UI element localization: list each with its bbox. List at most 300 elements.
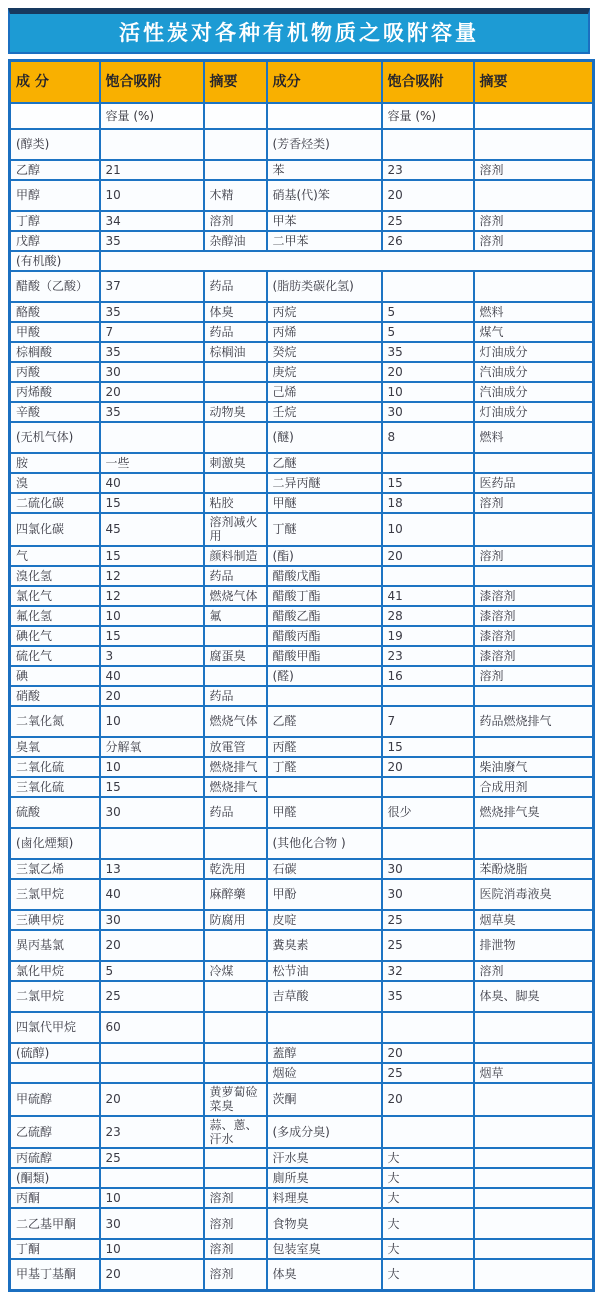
cell: 20 [100, 382, 204, 402]
cell: 10 [382, 382, 474, 402]
cell [10, 1063, 100, 1083]
cell: 丙醛 [267, 737, 382, 757]
cell: (多成分臭) [267, 1116, 382, 1149]
cell [382, 453, 474, 473]
cell: 硝酸 [10, 686, 100, 706]
cell: 丙烯酸 [10, 382, 100, 402]
cell [474, 1188, 594, 1208]
cell: 皮啶 [267, 910, 382, 930]
cell: 13 [100, 859, 204, 879]
cell: 30 [100, 910, 204, 930]
table-row [10, 606, 594, 626]
cell [474, 828, 594, 859]
subheader-cell [474, 103, 594, 129]
cell: 分解氧 [100, 737, 204, 757]
header-capacity-left: 饱合吸附 [100, 61, 204, 104]
cell: 30 [100, 362, 204, 382]
table-row [10, 1208, 594, 1239]
table-row [10, 1168, 594, 1188]
cell: 溴化氢 [10, 566, 100, 586]
cell: 甲醛 [267, 797, 382, 828]
cell: 10 [100, 706, 204, 737]
cell: 溶剂 [474, 961, 594, 981]
cell: (其他化合物 ) [267, 828, 382, 859]
cell [204, 129, 267, 160]
cell [474, 1116, 594, 1149]
cell: 四氯代甲烷 [10, 1012, 100, 1043]
table-row [10, 473, 594, 493]
cell: 醋酸甲酯 [267, 646, 382, 666]
cell: 二甲苯 [267, 231, 382, 251]
cell [204, 1148, 267, 1168]
cell [100, 129, 204, 160]
cell: (醛) [267, 666, 382, 686]
cell [267, 1012, 382, 1043]
cell: 茨酮 [267, 1083, 382, 1116]
table-row [10, 626, 594, 646]
cell: 醋酸乙酯 [267, 606, 382, 626]
cell: 氟化氢 [10, 606, 100, 626]
cell: 二氧化硫 [10, 757, 100, 777]
cell: 丙烷 [267, 302, 382, 322]
table-row [10, 231, 594, 251]
cell: 溶剂 [474, 160, 594, 180]
cell: 溶剂 [474, 666, 594, 686]
table-row [10, 1043, 594, 1063]
table-row [10, 757, 594, 777]
cell: 灯油成分 [474, 342, 594, 362]
cell: 甲醚 [267, 493, 382, 513]
table-row [10, 1148, 594, 1168]
cell: 汗水臭 [267, 1148, 382, 1168]
cell [382, 777, 474, 797]
cell: 苯酚烧脂 [474, 859, 594, 879]
cell [474, 1168, 594, 1188]
table-row [10, 879, 594, 910]
cell: 異丙基氯 [10, 930, 100, 961]
header-row [10, 61, 594, 104]
table-row [10, 797, 594, 828]
cell: 壬烷 [267, 402, 382, 422]
cell [204, 362, 267, 382]
cell: 丙硫醇 [10, 1148, 100, 1168]
cell: 32 [382, 961, 474, 981]
cell: 35 [100, 402, 204, 422]
cell: 二乙基甲酮 [10, 1208, 100, 1239]
cell: 燃烧气体 [204, 706, 267, 737]
cell: 硫化气 [10, 646, 100, 666]
cell: 甲苯 [267, 211, 382, 231]
table-row [10, 160, 594, 180]
cell [474, 737, 594, 757]
table-row [10, 129, 594, 160]
table-row [10, 513, 594, 546]
cell: 10 [100, 1188, 204, 1208]
cell: 溶剂 [474, 546, 594, 566]
cell: 大 [382, 1239, 474, 1259]
cell: 三氯甲烷 [10, 879, 100, 910]
cell: 燃料 [474, 422, 594, 453]
cell [382, 566, 474, 586]
cell: 20 [382, 546, 474, 566]
cell: 丁醇 [10, 211, 100, 231]
cell: 15 [100, 626, 204, 646]
cell: 二氧化氮 [10, 706, 100, 737]
header-component-left: 成 分 [10, 61, 100, 104]
table-row [10, 402, 594, 422]
cell: 醋酸戊酯 [267, 566, 382, 586]
subheader-capacity-unit-left: 容量 (%) [100, 103, 204, 129]
cell: 35 [100, 342, 204, 362]
cell: 酪酸 [10, 302, 100, 322]
cell: 18 [382, 493, 474, 513]
cell [474, 686, 594, 706]
cell: 汽油成分 [474, 362, 594, 382]
cell: (酮類) [10, 1168, 100, 1188]
cell: 25 [382, 211, 474, 231]
cell [382, 1012, 474, 1043]
cell: 20 [100, 686, 204, 706]
cell: 漆溶剂 [474, 586, 594, 606]
cell: (酯) [267, 546, 382, 566]
cell: 食物臭 [267, 1208, 382, 1239]
cell: 丙酸 [10, 362, 100, 382]
cell: 氯化甲烷 [10, 961, 100, 981]
cell: 廁所臭 [267, 1168, 382, 1188]
cell: 丙烯 [267, 322, 382, 342]
cell: 一些 [100, 453, 204, 473]
table-row [10, 1012, 594, 1043]
cell [204, 828, 267, 859]
cell [474, 1259, 594, 1290]
table-row [10, 342, 594, 362]
cell: 棕榈酸 [10, 342, 100, 362]
cell: 大 [382, 1208, 474, 1239]
cell [382, 686, 474, 706]
cell: 甲硫醇 [10, 1083, 100, 1116]
cell: 溶剂 [474, 231, 594, 251]
cell: 气 [10, 546, 100, 566]
cell: 胺 [10, 453, 100, 473]
cell: 乙硫醇 [10, 1116, 100, 1149]
cell: (无机气体) [10, 422, 100, 453]
cell: 排泄物 [474, 930, 594, 961]
table-row [10, 910, 594, 930]
table-row [10, 362, 594, 382]
cell: 烟草 [474, 1063, 594, 1083]
cell: 28 [382, 606, 474, 626]
cell: 25 [382, 1063, 474, 1083]
cell: 蓋醇 [267, 1043, 382, 1063]
cell: 烟硷 [267, 1063, 382, 1083]
cell [474, 453, 594, 473]
cell: 木精 [204, 180, 267, 211]
table-row [10, 493, 594, 513]
cell: 大 [382, 1168, 474, 1188]
table-row [10, 777, 594, 797]
subheader-cell [204, 103, 267, 129]
cell [474, 1043, 594, 1063]
cell: 松节油 [267, 961, 382, 981]
cell: 30 [382, 402, 474, 422]
cell: 二硫化碳 [10, 493, 100, 513]
cell: 医药品 [474, 473, 594, 493]
cell: 醋酸丁酯 [267, 586, 382, 606]
cell: 体臭 [204, 302, 267, 322]
table-row [10, 546, 594, 566]
cell [204, 473, 267, 493]
cell [100, 1063, 204, 1083]
cell: (硫醇) [10, 1043, 100, 1063]
cell: 15 [382, 737, 474, 757]
cell: 放電管 [204, 737, 267, 757]
cell: 甲酚 [267, 879, 382, 910]
cell: 糞臭素 [267, 930, 382, 961]
cell [382, 129, 474, 160]
table-row [10, 251, 594, 271]
adsorption-table [8, 59, 595, 1292]
cell: 25 [100, 1148, 204, 1168]
cell: 10 [100, 606, 204, 626]
cell: 45 [100, 513, 204, 546]
cell: 溶剂 [474, 211, 594, 231]
cell: 20 [382, 757, 474, 777]
cell [474, 271, 594, 302]
cell: 粘胶 [204, 493, 267, 513]
cell [267, 777, 382, 797]
cell: 大 [382, 1259, 474, 1290]
cell [204, 160, 267, 180]
cell [204, 666, 267, 686]
cell [474, 1239, 594, 1259]
cell [474, 180, 594, 211]
cell [204, 626, 267, 646]
cell: 药品 [204, 797, 267, 828]
subheader-row [10, 103, 594, 129]
cell: 溴 [10, 473, 100, 493]
cell: 10 [100, 180, 204, 211]
cell: 燃烧气体 [204, 586, 267, 606]
table-row [10, 1188, 594, 1208]
cell [382, 828, 474, 859]
cell: 黄萝蔔硷菜臭 [204, 1083, 267, 1116]
cell: 乾洗用 [204, 859, 267, 879]
cell: 25 [382, 930, 474, 961]
cell: 溶剂 [204, 1188, 267, 1208]
cell: 溶剂 [204, 211, 267, 231]
cell: 二异丙醚 [267, 473, 382, 493]
cell: 灯油成分 [474, 402, 594, 422]
cell: 20 [100, 1259, 204, 1290]
cell: 25 [100, 981, 204, 1012]
cell: (醚) [267, 422, 382, 453]
cell: 30 [382, 879, 474, 910]
cell: (有机酸) [10, 251, 100, 271]
cell: 漆溶剂 [474, 606, 594, 626]
cell: 20 [382, 180, 474, 211]
table-row [10, 686, 594, 706]
header-component-right: 成分 [267, 61, 382, 104]
cell: 40 [100, 879, 204, 910]
cell: 很少 [382, 797, 474, 828]
cell: 23 [382, 160, 474, 180]
cell [204, 382, 267, 402]
cell [204, 1063, 267, 1083]
cell: 腐蛋臭 [204, 646, 267, 666]
cell: 料理臭 [267, 1188, 382, 1208]
cell: 杂醇油 [204, 231, 267, 251]
cell: 丁酮 [10, 1239, 100, 1259]
cell: 大 [382, 1148, 474, 1168]
cell: 12 [100, 586, 204, 606]
cell: 癸烷 [267, 342, 382, 362]
subheader-cell [10, 103, 100, 129]
cell: 三碘甲烷 [10, 910, 100, 930]
cell: 5 [100, 961, 204, 981]
cell: 燃烧排气臭 [474, 797, 594, 828]
header-summary-right: 摘要 [474, 61, 594, 104]
cell: 60 [100, 1012, 204, 1043]
table-row [10, 322, 594, 342]
cell: 30 [382, 859, 474, 879]
table-row [10, 828, 594, 859]
cell: 醋酸（乙酸） [10, 271, 100, 302]
header-capacity-right: 饱合吸附 [382, 61, 474, 104]
cell: 柴油廢气 [474, 757, 594, 777]
cell: 醋酸丙酯 [267, 626, 382, 646]
cell: 10 [382, 513, 474, 546]
cell [204, 930, 267, 961]
cell: 溶剂 [204, 1239, 267, 1259]
cell: 15 [100, 546, 204, 566]
table-row [10, 1239, 594, 1259]
cell: (醇类) [10, 129, 100, 160]
table-row [10, 1083, 594, 1116]
cell: 26 [382, 231, 474, 251]
cell: 碘 [10, 666, 100, 686]
cell [267, 686, 382, 706]
cell: 20 [382, 1083, 474, 1116]
cell: 二氯甲烷 [10, 981, 100, 1012]
cell: 10 [100, 1239, 204, 1259]
cell: 16 [382, 666, 474, 686]
cell [474, 566, 594, 586]
cell: 药品 [204, 686, 267, 706]
table-row [10, 1063, 594, 1083]
cell: 体臭 [267, 1259, 382, 1290]
cell: 臭氧 [10, 737, 100, 757]
cell: 21 [100, 160, 204, 180]
cell [100, 1043, 204, 1063]
cell: 37 [100, 271, 204, 302]
cell: 35 [382, 981, 474, 1012]
cell: 25 [382, 910, 474, 930]
cell: 溶剂 [204, 1259, 267, 1290]
cell: 12 [100, 566, 204, 586]
subheader-capacity-unit-right: 容量 (%) [382, 103, 474, 129]
cell: 乙醛 [267, 706, 382, 737]
cell: 20 [100, 930, 204, 961]
table-body [10, 129, 594, 1290]
table-row [10, 586, 594, 606]
cell: (芳香烃类) [267, 129, 382, 160]
table-row [10, 961, 594, 981]
cell: 20 [382, 1043, 474, 1063]
cell: 烟草臭 [474, 910, 594, 930]
cell: 7 [382, 706, 474, 737]
cell: 碘化气 [10, 626, 100, 646]
cell: 冷煤 [204, 961, 267, 981]
subheader-cell [267, 103, 382, 129]
cell [204, 981, 267, 1012]
cell [474, 129, 594, 160]
cell: 溶剂 [474, 493, 594, 513]
cell: 漆溶剂 [474, 626, 594, 646]
table-row [10, 859, 594, 879]
cell: 燃烧排气 [204, 777, 267, 797]
table-row [10, 930, 594, 961]
cell: 动物臭 [204, 402, 267, 422]
cell [100, 828, 204, 859]
cell: 乙醇 [10, 160, 100, 180]
cell: 汽油成分 [474, 382, 594, 402]
cell: 煤气 [474, 322, 594, 342]
table-row [10, 1259, 594, 1290]
cell: 戊醇 [10, 231, 100, 251]
cell: 35 [100, 302, 204, 322]
cell: 41 [382, 586, 474, 606]
cell: 包装室臭 [267, 1239, 382, 1259]
table-row [10, 302, 594, 322]
cell: 3 [100, 646, 204, 666]
cell: 23 [100, 1116, 204, 1149]
page-title: 活性炭对各种有机物质之吸附容量 [8, 8, 590, 54]
cell: 19 [382, 626, 474, 646]
cell: 甲醇 [10, 180, 100, 211]
cell: 大 [382, 1188, 474, 1208]
cell: 氯化气 [10, 586, 100, 606]
cell: 乙醚 [267, 453, 382, 473]
cell: 15 [382, 473, 474, 493]
cell [474, 1148, 594, 1168]
cell [474, 1208, 594, 1239]
cell: 23 [382, 646, 474, 666]
cell [100, 422, 204, 453]
cell [204, 1043, 267, 1063]
cell: 三氯乙烯 [10, 859, 100, 879]
cell: 7 [100, 322, 204, 342]
cell: 辛酸 [10, 402, 100, 422]
table-row [10, 1116, 594, 1149]
cell: 药品 [204, 566, 267, 586]
cell [100, 1168, 204, 1188]
cell: 药品燃烧排气 [474, 706, 594, 737]
cell: 硫酸 [10, 797, 100, 828]
table-row [10, 453, 594, 473]
cell: 刺激臭 [204, 453, 267, 473]
cell [474, 513, 594, 546]
cell: 硝基(代)笨 [267, 180, 382, 211]
cell [100, 251, 594, 271]
cell: 蒜、蔥、汗水 [204, 1116, 267, 1149]
table-row [10, 422, 594, 453]
cell: 丁醚 [267, 513, 382, 546]
table-row [10, 737, 594, 757]
cell [204, 1168, 267, 1188]
cell: 甲酸 [10, 322, 100, 342]
cell: 四氯化碳 [10, 513, 100, 546]
cell: (鹵化煙類) [10, 828, 100, 859]
